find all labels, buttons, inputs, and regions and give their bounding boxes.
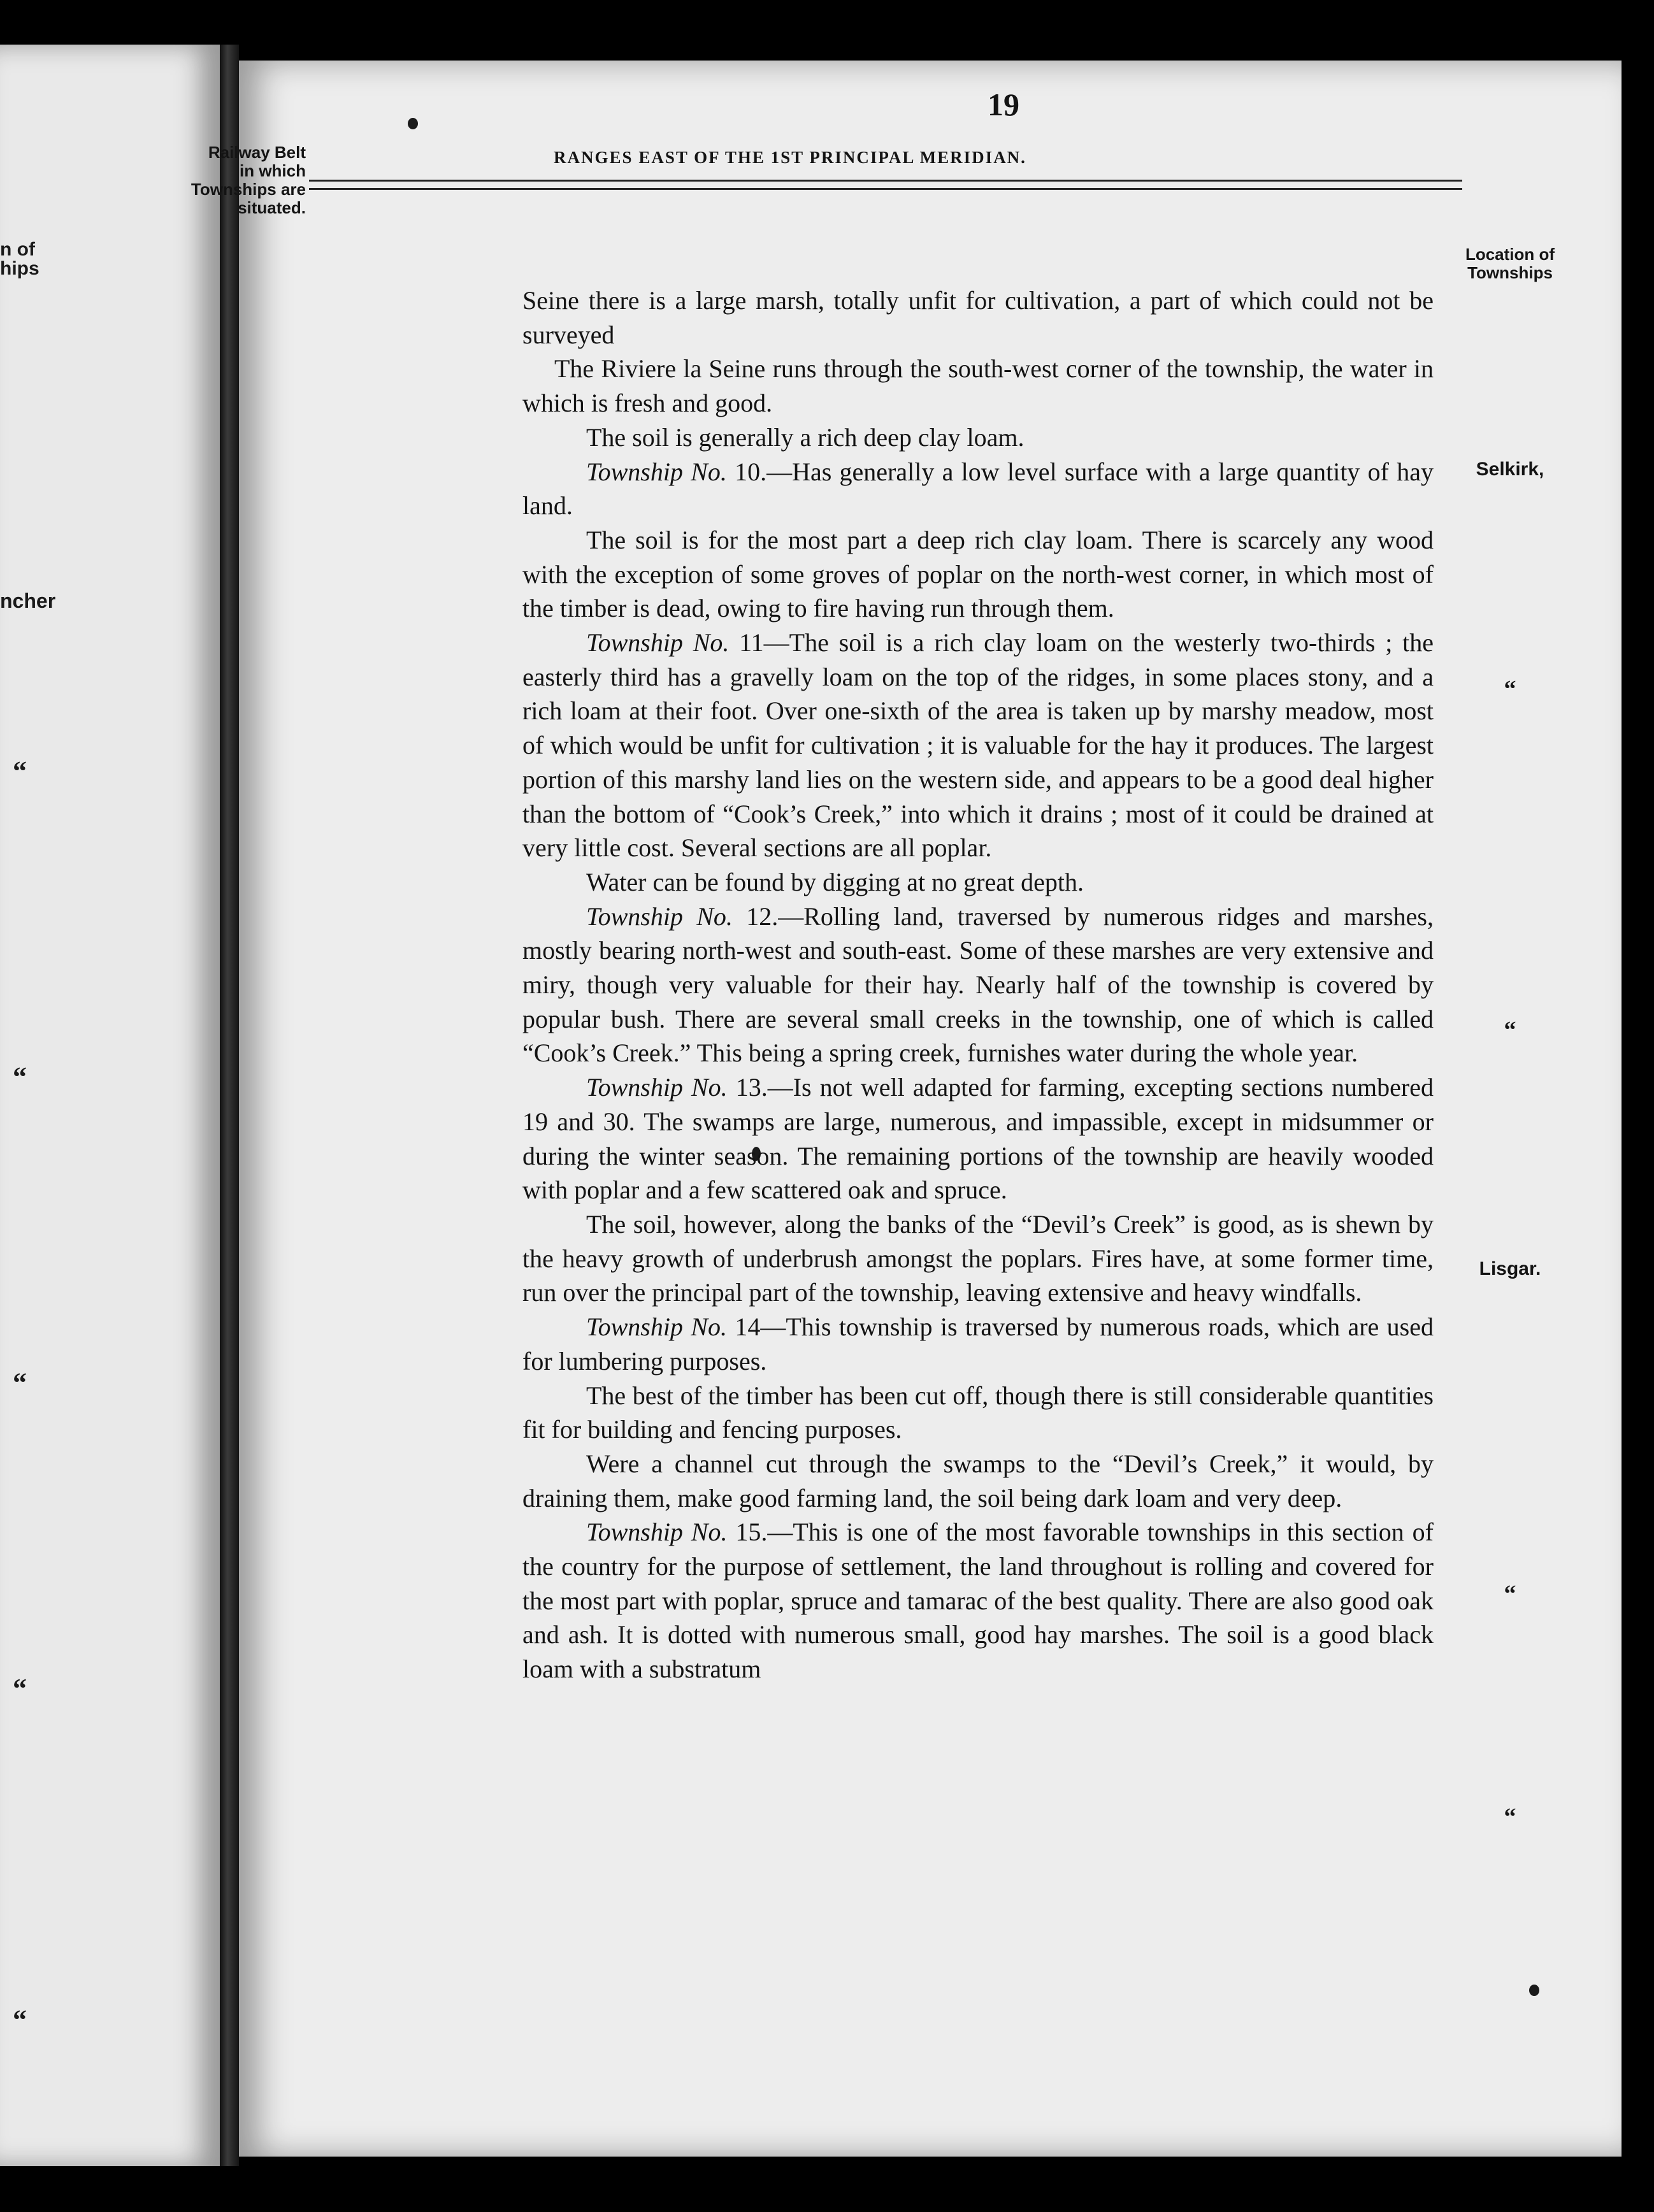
paragraph: The soil is generally a rich deep clay loam.: [586, 422, 1025, 452]
paragraph: [522, 1070, 1434, 1207]
paragraph: [522, 626, 1434, 865]
left-ditto-mark: “: [13, 756, 27, 787]
paragraph-text: 10.—Has generally a low level surface with a large quantity of hay land.: [522, 457, 1434, 521]
page-number: 19: [988, 87, 1019, 122]
margin-ditto-mark: “: [1504, 1017, 1516, 1044]
township-label: Township No.: [586, 1073, 728, 1102]
paragraph: [522, 900, 1434, 1071]
body-text: [522, 284, 1434, 1686]
margin-heading-line: Railway Belt: [208, 143, 306, 162]
book-gutter: [220, 45, 239, 2166]
paragraph-text: 12.—Rolling land, traversed by numerous ridges and marshes, mostly bearing north-west and south-east. Some of these marshes are very extensive and miry, though very valuable for their hay. Nearly half of the township is covered by popular bush. There are several small creeks in the township, one of which is called “Cook’s Creek.” This being a spring creek, furnishes water during the whole year.: [522, 901, 1434, 1068]
left-ditto-mark: “: [13, 1673, 27, 1704]
paragraph: The soil is for the most part a deep rich clay loam. There is scarcely any wood with the exception of some groves of poplar on the north-west corner, in which most of the timber is dead, owing to fire having run through them.: [522, 525, 1434, 623]
paragraph: [522, 1515, 1434, 1686]
township-label: Township No.: [586, 457, 727, 486]
left-margin-fragment: hips: [0, 258, 40, 279]
margin-ditto-mark: “: [1504, 1804, 1516, 1830]
margin-heading-line: Townships are: [191, 180, 306, 199]
paragraph: Seine there is a large marsh, totally unfit for cultivation, a part of which could not be surveyed: [522, 286, 1434, 349]
paragraph: [522, 455, 1434, 523]
margin-heading-right: [1440, 245, 1580, 282]
margin-heading-line: Location of: [1465, 245, 1555, 264]
paragraph-text: 14—This township is traversed by numerous roads, which are used for lumbering purposes.: [522, 1312, 1434, 1375]
township-label: Township No.: [586, 901, 733, 931]
left-ditto-mark: “: [13, 1367, 27, 1398]
margin-heading-line: situated.: [238, 198, 306, 217]
margin-heading-left: [153, 143, 306, 217]
paragraph: Water can be found by digging at no great depth.: [586, 867, 1084, 896]
left-ditto-mark: “: [13, 1061, 27, 1093]
paragraph-text: 13.—Is not well adapted for farming, excepting sections numbered 19 and 30. The swamps are large, numerous, and impassible, except in midsummer or during the winter season. The remaining portions of the township are heavily wooded with poplar and a few scattered oak and spruce.: [522, 1073, 1434, 1205]
township-label: Township No.: [586, 1312, 727, 1342]
left-ditto-mark: “: [13, 2004, 27, 2036]
margin-ditto-mark: “: [1504, 1581, 1516, 1607]
paragraph: [522, 1310, 1434, 1378]
township-label: Township No.: [586, 1518, 728, 1547]
left-margin-fragment: ncher: [0, 589, 56, 612]
margin-heading-line: Townships: [1467, 263, 1553, 282]
header-rule: [309, 180, 1462, 190]
margin-ditto-mark: “: [1504, 676, 1516, 703]
ink-speck: [1529, 1985, 1539, 1996]
left-margin-fragment: n of: [0, 239, 35, 260]
paragraph-text: 11—The soil is a rich clay loam on the westerly two-thirds ; the easterly third has a gravelly loam on the top of the ridges, in some places stony, and a rich loam at their foot. Over one-sixth of the area is taken up by marshy meadow, most of which would be unfit for cultivation ; it is valuable for the hay it produces. The largest portion of this marshy land lies on the western side, and appears to be a good deal higher than the bottom of “Cook’s Creek,” into which it drains ; most of it could be drained at very little cost. Several sections are all poplar.: [522, 628, 1434, 863]
margin-location-note: Lisgar.: [1479, 1258, 1541, 1279]
left-facing-page: [0, 45, 224, 2166]
margin-heading-line: in which: [240, 161, 306, 180]
running-head: RANGES EAST OF THE 1ST PRINCIPAL MERIDIAN.: [554, 148, 1026, 167]
paragraph: The soil, however, along the banks of the “Devil’s Creek” is good, as is shewn by the heavy growth of underbrush amongst the poplars. Fires have, at some former time, run over the principal part of the township, leaving extensive and heavy windfalls.: [522, 1209, 1434, 1307]
margin-location-note: Selkirk,: [1476, 459, 1544, 480]
paragraph: The best of the timber has been cut off, though there is still considerable quantities fit for building and fencing purposes.: [522, 1381, 1434, 1444]
township-label: Township No.: [586, 628, 730, 657]
paragraph: The Riviere la Seine runs through the south-west corner of the township, the water in which is fresh and good.: [522, 354, 1434, 418]
paragraph: Were a channel cut through the swamps to the “Devil’s Creek,” it would, by draining them, make good farming land, the soil being dark loam and very deep.: [522, 1449, 1434, 1512]
paragraph-text: 15.—This is one of the most favorable townships in this section of the country for the purpose of settlement, the land throughout is rolling and covered for the most part with poplar, spruce and tamarac of the best quality. There are also good oak and ash. It is dotted with numerous small, good hay marshes. The soil is a good black loam with a substratum: [522, 1518, 1434, 1684]
